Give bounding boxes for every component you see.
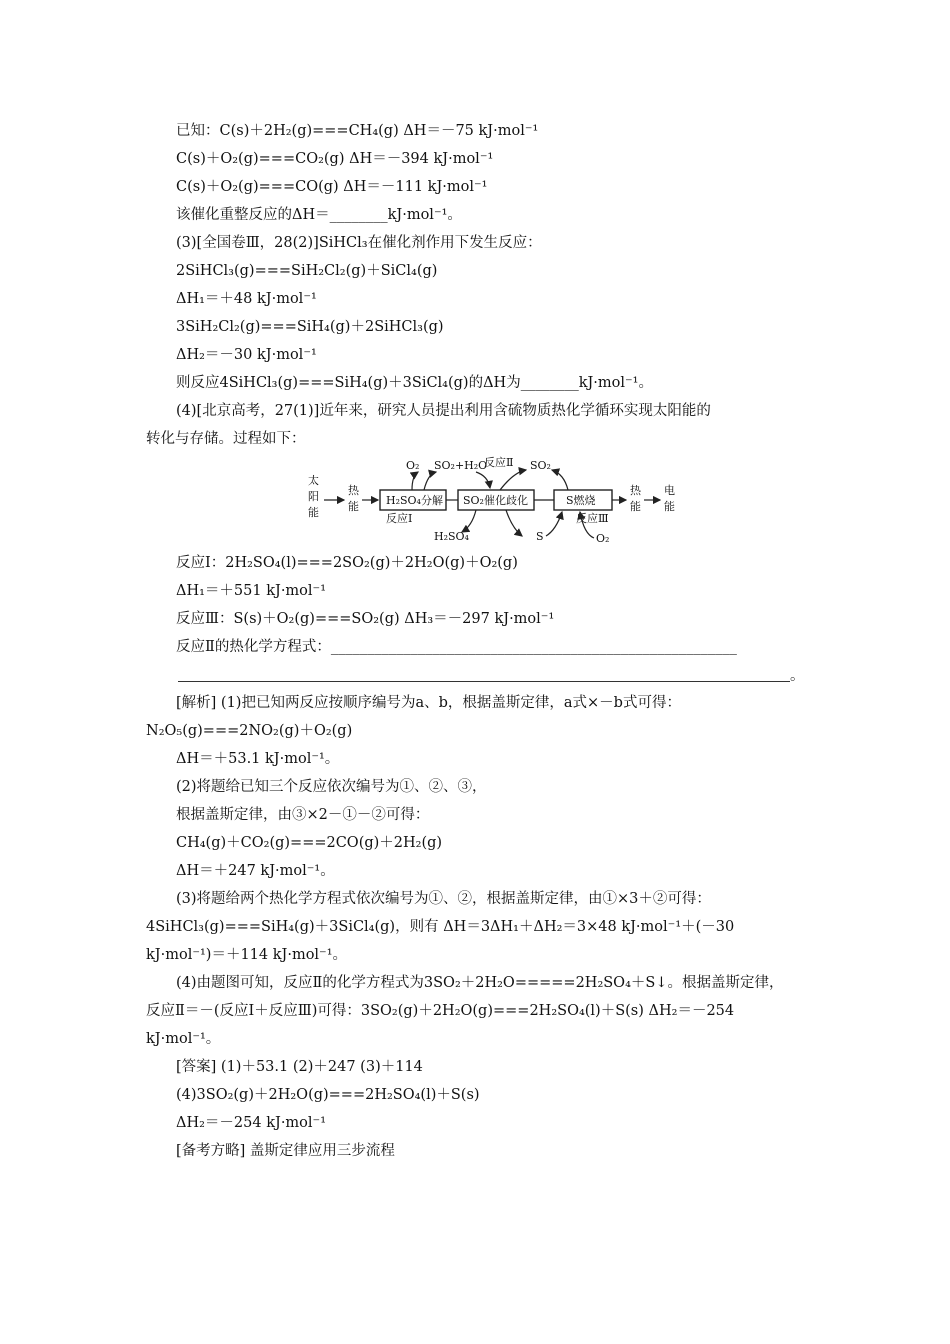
analysis-2: (2)将题给已知三个反应依次编号为①、②、③， [176,779,487,795]
known-reaction-1: 已知：C(s)＋2H₂(g)===CH₄(g) ΔH＝－75 kJ·mol⁻¹ [176,123,539,139]
arrow-o2-out [412,472,418,490]
arrow-to-so2 [500,470,526,490]
analysis-2-equation: CH₄(g)＋CO₂(g)===2CO(g)＋2H₂(g) [176,835,443,851]
question-3-title: (3)[全国卷Ⅲ，28(2)]SiHCl₃在催化剂作用下发生反应： [176,235,542,251]
analysis-3-result: kJ·mol⁻¹)＝＋114 kJ·mol⁻¹。 [146,947,348,963]
question-4-title: (4)[北京高考，27(1)]近年来，研究人员提出利用含硫物质热化学循环实现太阳能的 [176,403,711,419]
s-combustion-label: S燃烧 [566,494,596,507]
h2so4-decomp-label: H₂SO₄分解 [386,494,443,507]
h2so4-bottom-label: H₂SO₄ [434,530,469,543]
so2-disprop-label: SO₂催化歧化 [463,494,528,507]
delta-h2-30: ΔH₂＝－30 kJ·mol⁻¹ [176,347,317,363]
solar-char-2: 阳 [308,490,319,503]
so2-h2o-label: SO₂+H₂O [434,459,488,472]
known-reaction-3: C(s)＋O₂(g)===CO(g) ΔH＝－111 kJ·mol⁻¹ [176,179,488,195]
arrow-so2h2o-in [476,472,490,488]
question-3-blank: 则反应4SiHCl₃(g)===SiH₄(g)＋3SiCl₄(g)的ΔH为________kJ·mol⁻¹。 [176,375,653,391]
so2-top-label: SO₂ [530,459,551,472]
prep-strategy-heading: [备考方略] 盖斯定律应用三步流程 [176,1143,395,1159]
question-4-title-cont: 转化与存储。过程如下： [146,431,306,447]
analysis-1-result: ΔH＝＋53.1 kJ·mol⁻¹。 [176,751,340,767]
answer-4-delta-h: ΔH₂＝－254 kJ·mol⁻¹ [176,1115,327,1131]
heat-right-char-2: 能 [630,500,641,513]
electric-char-1: 电 [664,484,675,497]
known-reaction-2: C(s)＋O₂(g)===CO₂(g) ΔH＝－394 kJ·mol⁻¹ [176,151,494,167]
question-2-blank: 该催化重整反应的ΔH＝________kJ·mol⁻¹。 [176,207,462,223]
reaction-1-equation: 反应Ⅰ：2H₂SO₄(l)===2SO₂(g)＋2H₂O(g)＋O₂(g) [176,555,518,571]
analysis-1: [解析] (1)把已知两反应按顺序编号为a、b，根据盖斯定律，a式×－b式可得： [176,695,681,711]
sulfur-cycle-diagram [300,456,690,546]
analysis-3-equation: 4SiHCl₃(g)===SiH₄(g)＋3SiCl₄(g)，则有 ΔH＝3ΔH₁＋ΔH₂＝3×48 kJ·mol⁻¹＋(－30 [146,919,735,935]
sihcl3-reaction-2: 3SiH₂Cl₂(g)===SiH₄(g)＋2SiHCl₃(g) [176,319,444,335]
o2-bottom-label: O₂ [596,532,610,545]
reaction-2-label: 反应Ⅱ [484,456,514,469]
arrow-to-s [506,510,522,536]
solar-char-3: 能 [308,506,319,519]
analysis-4-equation: 反应Ⅱ＝－(反应Ⅰ＋反应Ⅲ)可得：3SO₂(g)＋2H₂O(g)===2H₂SO₄(l)＋S(s) ΔH₂＝－254 [146,1003,735,1019]
analysis-4-result: kJ·mol⁻¹。 [146,1031,221,1047]
answer-4-equation: (4)3SO₂(g)＋2H₂O(g)===2H₂SO₄(l)＋S(s) [176,1087,480,1103]
arrow-to-h2so4 [462,510,476,532]
o2-top-label: O₂ [406,459,420,472]
arrow-s-in [546,512,562,536]
analysis-3: (3)将题给两个热化学方程式依次编号为①、②，根据盖斯定律，由①×3＋②可得： [176,891,711,907]
reaction-1-label: 反应Ⅰ [386,512,413,525]
reaction-3-label: 反应Ⅲ [576,512,609,525]
heat-right-char-1: 热 [630,484,641,497]
analysis-4: (4)由题图可知，反应Ⅱ的化学方程式为3SO₂＋2H₂O=====2H₂SO₄＋S↓。根据盖斯定律， [176,975,784,991]
answer-line: [答案] (1)＋53.1 (2)＋247 (3)＋114 [176,1059,423,1075]
analysis-1-equation: N₂O₅(g)===2NO₂(g)＋O₂(g) [146,723,353,739]
delta-h1-48: ΔH₁＝＋48 kJ·mol⁻¹ [176,291,317,307]
sihcl3-reaction-1: 2SiHCl₃(g)===SiH₂Cl₂(g)＋SiCl₄(g) [176,263,438,279]
arrow-so2-from-s [552,470,568,490]
s-bottom-label: S [536,530,544,543]
analysis-2-result: ΔH＝＋247 kJ·mol⁻¹。 [176,863,335,879]
analysis-2-rule: 根据盖斯定律，由③×2－①－②可得： [176,807,430,823]
reaction-2-prompt: 反应Ⅱ的热化学方程式：________________________________________________________ [176,639,737,655]
arrow-so2h2o-out [424,472,436,490]
answer-rule [178,681,790,682]
answer-rule-end: 。 [790,668,805,684]
heat-left-char-1: 热 [348,484,359,497]
delta-h1-551: ΔH₁＝＋551 kJ·mol⁻¹ [176,583,327,599]
reaction-3-equation: 反应Ⅲ：S(s)＋O₂(g)===SO₂(g) ΔH₃＝－297 kJ·mol⁻¹ [176,611,555,627]
solar-char-1: 太 [308,474,319,487]
heat-left-char-2: 能 [348,500,359,513]
electric-char-2: 能 [664,500,675,513]
